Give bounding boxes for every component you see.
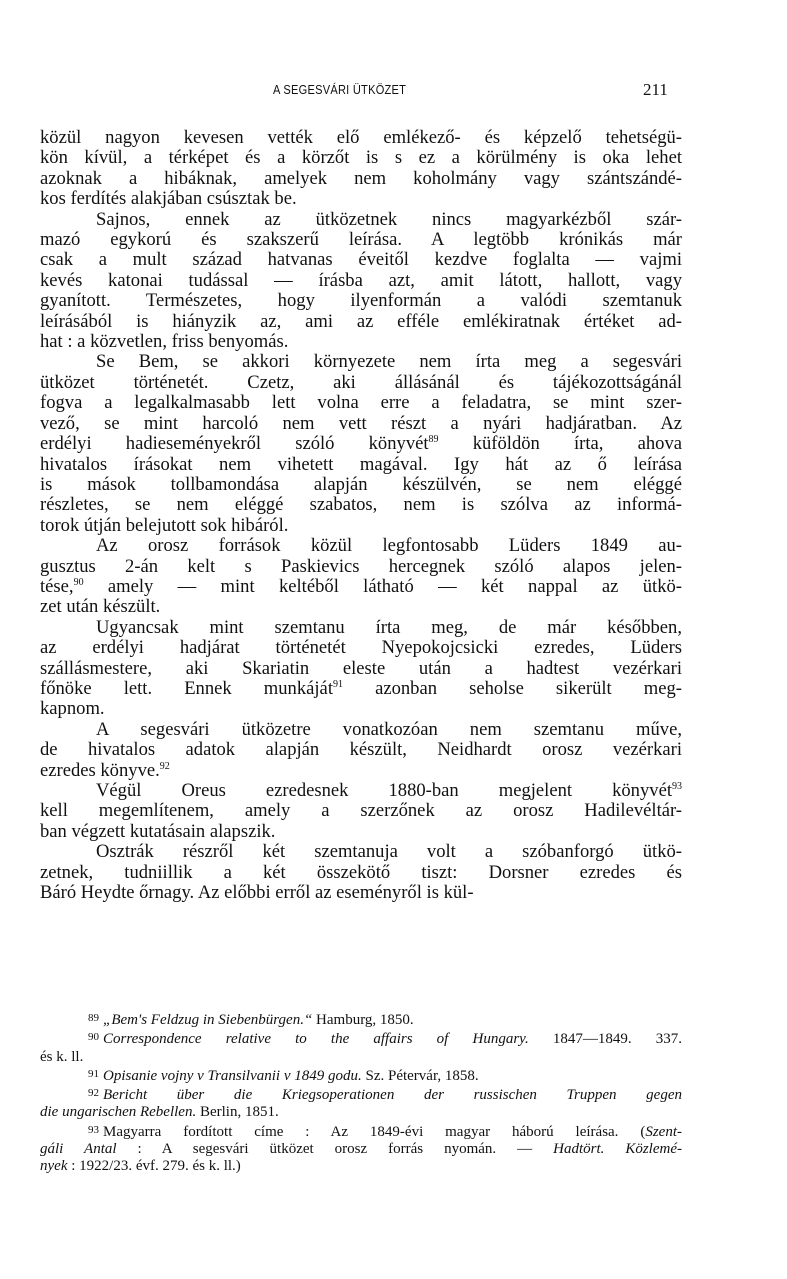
text-line: kapnom. bbox=[40, 699, 105, 720]
text-line: Az orosz források közül legfontosabb Lüders 1849 au- bbox=[96, 536, 682, 557]
text-line: főnöke lett. Ennek munkáját$^{91}$ azonban seholse sikerült meg- bbox=[40, 678, 682, 699]
text-line: kön kívül, a térképet és a körzőt is s ez a körülmény is oka lehet bbox=[40, 148, 682, 169]
text-line: Se Bem, se akkori környezete nem írta meg a segesvári bbox=[96, 352, 682, 373]
text-line: torok útján belejutott sok hibáról. bbox=[40, 515, 289, 536]
text-line: azoknak a hibáknak, amelyek nem koholmány vagy szántszándé- bbox=[40, 168, 682, 189]
text-line: kos ferdítés alakjában csúsztak be. bbox=[40, 189, 297, 210]
footnote-line: gáli Antal : A segesvári ütközet orosz forrás nyomán. — Hadtört. Közlemé- bbox=[40, 1141, 682, 1158]
footnote-reference: 89 bbox=[428, 434, 439, 446]
footnote-reference: 91 bbox=[332, 678, 343, 690]
text-line: zet után készült. bbox=[40, 597, 161, 618]
text-line: de hivatalos adatok alapján készült, Neidhardt orosz vezérkari bbox=[40, 740, 682, 761]
footnote-number: 90 bbox=[88, 1031, 99, 1044]
text-line: gyanított. Természetes, hogy ilyenformán a valódi szemtanuk bbox=[40, 291, 682, 312]
running-title: A SEGESVÁRI ÜTKÖZET bbox=[273, 82, 407, 97]
text-line: fogva a legalkalmasabb lett volna erre a feladatra, se mint szer- bbox=[40, 393, 682, 414]
footnote bbox=[40, 1122, 682, 1176]
footnote bbox=[40, 1010, 682, 1029]
footnote-line: $^{90}$ Correspondence relative to the affairs of Hungary. 1847—1849. 337. bbox=[88, 1031, 682, 1048]
text-line: részletes, se nem eléggé szabatos, nem is szólva az informá- bbox=[40, 495, 682, 516]
footnote-line: die ungarischen Rebellen. Berlin, 1851. bbox=[40, 1104, 279, 1121]
text-line: vező, se mint harcoló nem vett részt a nyári hadjáratban. Az bbox=[40, 413, 682, 434]
text-line: A segesvári ütközetre vonatkozóan nem szemtanu műve, bbox=[96, 719, 682, 740]
text-line: gusztus 2-án kelt s Paskievics hercegnek szóló alapos jelen- bbox=[40, 556, 682, 577]
text-line: Osztrák részről két szemtanuja volt a szóbanforgó ütkö- bbox=[96, 842, 682, 863]
text-line: Báró Heydte őrnagy. Az előbbi erről az eseményről is kül- bbox=[40, 883, 474, 904]
text-line: mazó egykorú és szakszerű leírása. A legtöbb krónikás már bbox=[40, 230, 682, 251]
footnote-line: $^{91}$ Opisanie vojny v Transilvanii v 1849 godu. Sz. Pétervár, 1858. bbox=[88, 1067, 479, 1084]
footnote-number: 91 bbox=[88, 1067, 99, 1080]
text-line: hat : a közvetlen, friss benyomás. bbox=[40, 332, 289, 353]
footnote-reference: 92 bbox=[159, 760, 170, 772]
text-line: kell megemlítenem, amely a szerzőnek az orosz Hadilevéltár- bbox=[40, 801, 682, 822]
page-number: 211 bbox=[643, 80, 668, 99]
text-line: leírásából is hiányzik az, ami az efféle emlékiratnak értéket ad- bbox=[40, 311, 682, 332]
text-line: kevés katonai tudással — írásba azt, amit látott, hallott, vagy bbox=[40, 270, 682, 291]
text-line: zetnek, tudniillik a két összekötő tiszt: Dorsner ezredes és bbox=[40, 862, 682, 883]
paragraph bbox=[40, 720, 682, 781]
footnotes bbox=[40, 1010, 682, 1176]
paragraph bbox=[40, 536, 682, 618]
text-line: is mások tollbamondása alapján készülvén, se nem eléggé bbox=[40, 474, 682, 495]
text-line: Végül Oreus ezredesnek 1880-ban megjelent könyvét$^{93}$ bbox=[96, 781, 682, 801]
footnote-line: $^{92}$ Bericht über die Kriegsoperationen der russischen Truppen gegen bbox=[88, 1087, 682, 1104]
footnote-reference: 93 bbox=[672, 781, 682, 792]
paragraph bbox=[40, 352, 682, 536]
text-line: erdélyi hadieseményekről szóló könyvét$^{89}$ küföldön írta, ahova bbox=[40, 434, 682, 455]
text-line: ezredes könyve.$^{92}$ bbox=[40, 760, 170, 781]
footnote-line: és k. ll. bbox=[40, 1048, 84, 1065]
footnote bbox=[40, 1029, 682, 1066]
text-line: csak a mult század hatvanas éveitől kezdve foglalta — vajmi bbox=[40, 250, 682, 271]
footnote bbox=[40, 1085, 682, 1122]
footnote-line: $^{89}$ „Bem's Feldzug in Siebenbürgen.“ Hamburg, 1850. bbox=[88, 1012, 414, 1028]
paragraph bbox=[40, 210, 682, 353]
text-line: Ugyancsak mint szemtanu írta meg, de már későbben, bbox=[96, 617, 682, 638]
text-line: az erdélyi hadjárat történetét Nyepokojcsicki ezredes, Lüders bbox=[40, 638, 682, 659]
text-line: hivatalos írásokat nem vihetett magával. Igy hát az ő leírása bbox=[40, 454, 682, 475]
paragraph bbox=[40, 842, 682, 903]
text-line: Sajnos, ennek az ütközetnek nincs magyarkézből szár- bbox=[96, 209, 682, 230]
footnote-number: 92 bbox=[88, 1087, 99, 1100]
footnote-number: 89 bbox=[88, 1012, 99, 1024]
paragraph bbox=[40, 618, 682, 720]
footnote-line: $^{93}$ Magyarra fordított címe : Az 1849-évi magyar háború leírása. (Szent- bbox=[88, 1123, 682, 1140]
main-text bbox=[40, 128, 682, 903]
paragraph bbox=[40, 128, 682, 210]
text-line: ütközet történetét. Czetz, aki állásánál és tájékozottságánál bbox=[40, 372, 682, 393]
text-line: közül nagyon kevesen vették elő emlékező- és képzelő tehetségü- bbox=[40, 128, 682, 148]
text-line: szállásmestere, aki Skariatin eleste után a hadtest vezérkari bbox=[40, 658, 682, 679]
paragraph bbox=[40, 781, 682, 842]
footnote-line: nyek : 1922/23. évf. 279. és k. ll.) bbox=[40, 1158, 241, 1175]
text-line: tése,$^{90}$ amely — mint keltéből látható — két nappal az ütkö- bbox=[40, 576, 682, 597]
text-line: ban végzett kutatásain alapszik. bbox=[40, 821, 276, 842]
footnote-reference: 90 bbox=[73, 576, 84, 588]
footnote-number: 93 bbox=[88, 1123, 99, 1136]
page-header bbox=[0, 82, 787, 106]
footnote bbox=[40, 1066, 682, 1085]
